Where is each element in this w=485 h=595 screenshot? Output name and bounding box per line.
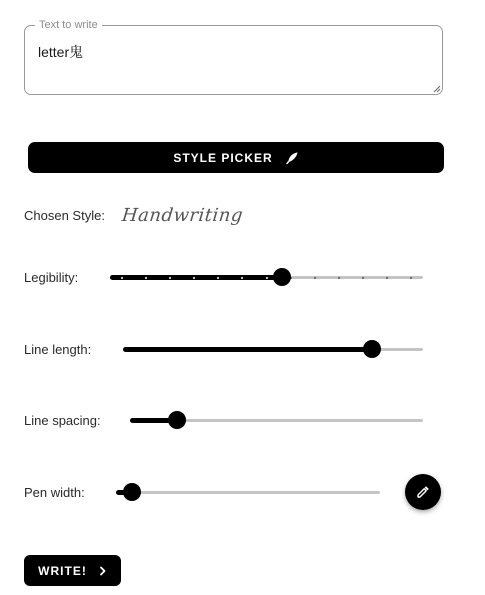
pen-width-track	[116, 491, 380, 494]
resize-grip-icon[interactable]	[433, 85, 441, 93]
legibility-fill	[110, 275, 282, 280]
pen-color-button[interactable]	[405, 474, 441, 510]
feather-pen-icon	[285, 151, 299, 165]
chosen-style	[24, 200, 243, 230]
legibility-tick-mark	[266, 277, 268, 279]
line-length-thumb[interactable]	[363, 340, 381, 358]
line-length-label: Line length:	[24, 342, 92, 357]
style-picker-button[interactable]	[28, 142, 444, 173]
line-spacing-label: Line spacing:	[24, 413, 101, 428]
legibility-tick-mark	[386, 277, 388, 279]
write-button[interactable]	[24, 555, 121, 586]
line-length-slider[interactable]	[123, 340, 423, 358]
legibility-label: Legibility:	[24, 270, 79, 285]
text-to-write-value[interactable]: letter鬼	[38, 44, 84, 60]
legibility-tick-mark	[362, 277, 364, 279]
write-button-label: WRITE!	[38, 563, 87, 578]
legibility-tick-mark	[314, 277, 316, 279]
legibility-tick-mark	[338, 277, 340, 279]
text-to-write-field[interactable]	[24, 19, 443, 95]
style-picker-label: STYLE PICKER	[173, 150, 273, 165]
chevron-right-icon	[99, 566, 107, 576]
legibility-slider[interactable]	[110, 268, 423, 286]
legibility-tick-mark	[121, 277, 123, 279]
line-spacing-thumb[interactable]	[168, 411, 186, 429]
chosen-style-label: Chosen Style:	[24, 207, 105, 223]
eyedropper-icon	[415, 484, 431, 500]
pen-width-slider[interactable]	[116, 483, 380, 501]
legibility-thumb[interactable]	[273, 268, 291, 286]
chosen-style-value: Handwriting	[120, 204, 244, 226]
legibility-tick-mark	[410, 277, 412, 279]
pen-width-thumb[interactable]	[123, 483, 141, 501]
text-to-write-legend: Text to write	[35, 19, 102, 32]
line-spacing-slider[interactable]	[130, 411, 423, 429]
pen-width-label: Pen width:	[24, 485, 85, 500]
line-length-fill	[123, 347, 372, 352]
